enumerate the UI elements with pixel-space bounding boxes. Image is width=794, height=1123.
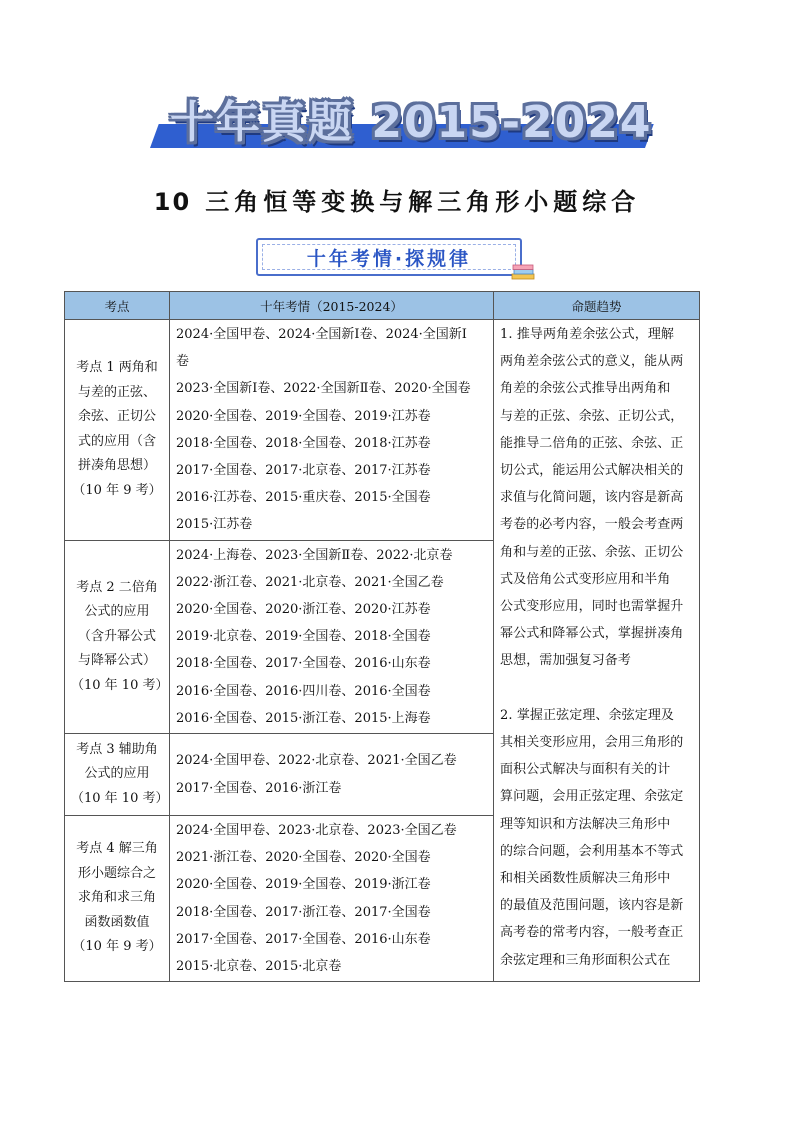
point-line: 考点 1 两角和 [76,360,158,376]
trend-line: 和相关函数性质解决三角形中 [500,871,671,887]
exam-line: 2024·全国甲卷、2022·北京卷、2021·全国乙卷 [176,753,457,769]
point-line: 形小题综合之 [77,865,156,881]
point-line: 拼凑角思想） [77,458,156,474]
point-line: 公式的应用 [84,766,150,782]
section-label: 十年考情·探规律 [306,247,472,270]
exam-line: 2019·北京卷、2019·全国卷、2018·全国卷 [176,629,431,645]
exam-line: 2024·上海卷、2023·全国新Ⅱ卷、2022·北京卷 [176,547,453,563]
trend-line: 切公式，能运用公式解决相关的 [500,463,684,479]
point-cell [65,816,170,982]
trend-line: 思想，需加强复习备考 [500,653,632,669]
point-line: 与差的正弦、 [77,384,156,400]
exam-line: 2017·全国卷、2016·浙江卷 [176,780,342,796]
exam-line: 卷 [176,354,190,370]
table-header-row [65,292,700,320]
exam-line: 2020·全国卷、2020·浙江卷、2020·江苏卷 [176,602,431,618]
trend-line: 2. 掌握正弦定理、余弦定理及 [500,707,675,723]
page-title [0,182,794,217]
books-icon [510,262,536,280]
trend-line: 1. 推导两角差余弦公式，理解 [500,327,675,342]
exam-line: 2020·全国卷、2019·全国卷、2019·江苏卷 [176,408,431,424]
point-line: （10 年 9 考） [72,482,162,498]
trend-line: 算问题，会用正弦定理、余弦定 [500,789,684,805]
trend-line: 的最值及范围问题，该内容是新 [500,898,684,914]
trend-cell [494,320,700,982]
trend-line: 公式变形应用，同时也需掌握升 [500,599,684,615]
title-number: 10 [153,188,192,216]
point-line: （含升幂公式 [77,628,156,644]
exam-line: 2022·浙江卷、2021·北京卷、2021·全国乙卷 [176,574,444,590]
point-line: 余弦、正切公 [77,409,156,425]
banner [150,86,653,156]
exam-line: 2023·全国新Ⅰ卷、2022·全国新Ⅱ卷、2020·全国卷 [176,381,471,397]
trend-line: 理等知识和方法解决三角形中 [500,816,671,832]
exam-line: 2016·全国卷、2015·浙江卷、2015·上海卷 [176,710,431,726]
exam-cell [170,734,494,816]
trend-line: 余弦定理和三角形面积公式在 [500,952,671,968]
exam-cell [170,540,494,733]
exam-line: 2024·全国甲卷、2024·全国新Ⅰ卷、2024·全国新Ⅰ [176,327,467,342]
point-line: 求角和求三角 [77,890,156,906]
exam-line: 2015·江苏卷 [176,517,253,533]
exam-line: 2018·全国卷、2017·浙江卷、2017·全国卷 [176,904,431,920]
exam-line: 2017·全国卷、2017·全国卷、2016·山东卷 [176,931,431,947]
table-row [65,320,700,541]
exam-line: 2021·浙江卷、2020·全国卷、2020·全国卷 [176,850,431,866]
trend-line: 角差的余弦公式推导出两角和 [500,381,671,397]
point-line: 考点 2 二倍角 [76,579,158,595]
point-line: 与降幂公式） [77,653,156,669]
trend-line: 的综合问题，会利用基本不等式 [500,843,684,859]
header-kaodian: 考点 [65,292,170,320]
point-line: 考点 4 解三角 [76,841,158,857]
trend-line: 能推导二倍角的正弦、余弦、正 [500,435,684,451]
exam-line: 2016·全国卷、2016·四川卷、2016·全国卷 [176,683,431,699]
point-cell [65,320,170,541]
point-line: 函数函数值 [84,914,150,930]
trend-line: 考卷的必考内容，一般会考查两 [500,517,684,533]
point-cell [65,734,170,816]
exam-table [64,291,700,982]
trend-line: 与差的正弦、余弦、正切公式， [500,408,684,424]
header-exam-history: 十年考情（2015-2024） [170,292,494,320]
exam-line: 2024·全国甲卷、2023·北京卷、2023·全国乙卷 [176,823,457,839]
trend-line: 求值与化简问题，该内容是新高 [500,490,684,506]
header-trend: 命题趋势 [494,292,700,320]
banner-title: 十年真题 2015-2024 [170,97,653,148]
trend-line: 面积公式解决与面积有关的计 [500,762,671,778]
trend-line: 其相关变形应用，会用三角形的 [500,735,684,751]
exam-line: 2020·全国卷、2019·全国卷、2019·浙江卷 [176,877,431,893]
trend-line: 高考卷的常考内容，一般考查正 [500,925,684,941]
exam-line: 2017·全国卷、2017·北京卷、2017·江苏卷 [176,463,431,479]
point-line: （10 年 10 考） [71,677,169,693]
trend-line: 角和与差的正弦、余弦、正切公 [500,544,684,560]
exam-cell [170,320,494,541]
exam-line: 2018·全国卷、2017·全国卷、2016·山东卷 [176,656,431,672]
point-line: 公式的应用 [84,604,150,620]
point-line: （10 年 9 考） [72,939,162,955]
trend-line: 式及倍角公式变形应用和半角 [500,571,671,587]
exam-line: 2016·江苏卷、2015·重庆卷、2015·全国卷 [176,490,431,506]
point-cell [65,540,170,733]
trend-line: 两角差余弦公式的意义，能从两 [500,354,684,370]
point-line: （10 年 10 考） [71,790,169,806]
point-line: 式的应用（含 [77,433,156,449]
exam-line: 2018·全国卷、2018·全国卷、2018·江苏卷 [176,435,431,451]
paragraph-gap [500,675,693,702]
exam-cell [170,816,494,982]
title-text: 三角恒等变换与解三角形小题综合 [205,188,641,216]
trend-line: 幂公式和降幂公式，掌握拼凑角 [500,626,684,642]
section-heading [256,238,522,276]
point-line: 考点 3 辅助角 [76,741,158,757]
exam-line: 2015·北京卷、2015·北京卷 [176,959,342,975]
